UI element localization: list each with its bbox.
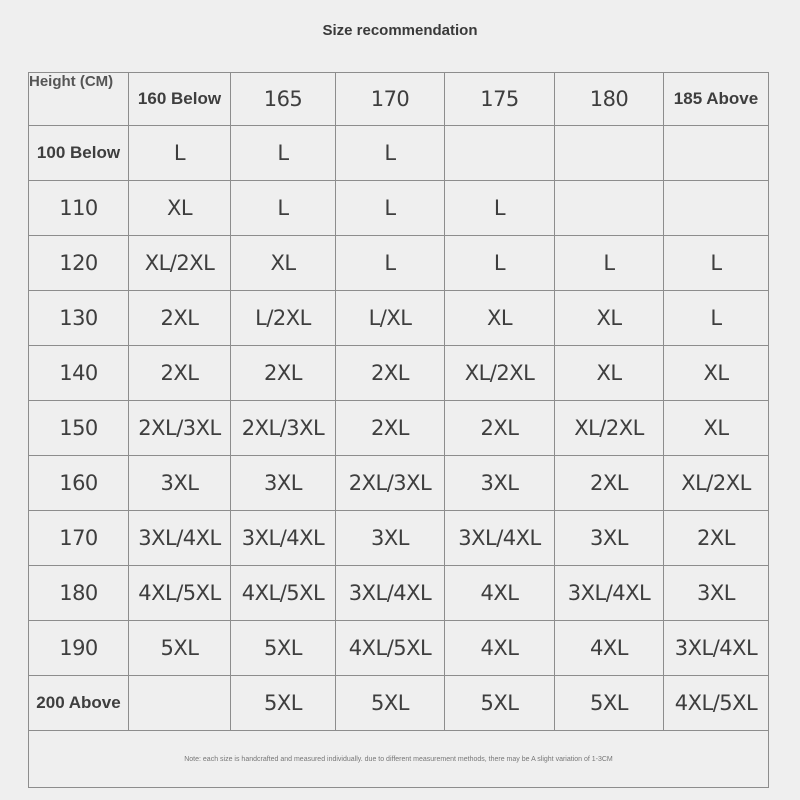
table-body (29, 126, 769, 788)
table-row (29, 621, 769, 676)
size-cell: 2XL (445, 401, 555, 456)
size-cell: 3XL (555, 511, 664, 566)
size-cell: 3XL/4XL (336, 566, 445, 621)
note-row (29, 731, 769, 788)
table-row (29, 401, 769, 456)
size-cell: L (129, 126, 231, 181)
size-cell: XL (129, 181, 231, 236)
size-cell: 2XL (336, 346, 445, 401)
size-cell: 3XL (129, 456, 231, 511)
size-cell: L (336, 126, 445, 181)
size-cell: 3XL/4XL (129, 511, 231, 566)
row-header: 130 (29, 291, 129, 346)
size-cell: 4XL (445, 566, 555, 621)
column-header: 165 (231, 73, 336, 126)
size-cell: XL/2XL (129, 236, 231, 291)
column-header: 175 (445, 73, 555, 126)
table-row (29, 511, 769, 566)
size-cell (664, 181, 769, 236)
column-header: 170 (336, 73, 445, 126)
size-cell: L/2XL (231, 291, 336, 346)
row-header: 170 (29, 511, 129, 566)
size-cell: 4XL (445, 621, 555, 676)
size-cell: XL (445, 291, 555, 346)
size-cell: 3XL/4XL (555, 566, 664, 621)
size-cell: 3XL (336, 511, 445, 566)
size-cell: XL (664, 346, 769, 401)
size-cell (445, 126, 555, 181)
page-title: Size recommendation (322, 22, 478, 39)
size-cell: XL/2XL (555, 401, 664, 456)
size-cell (129, 676, 231, 731)
size-cell: XL/2XL (664, 456, 769, 511)
corner-cell (29, 73, 129, 126)
size-cell (555, 126, 664, 181)
size-cell: 2XL/3XL (336, 456, 445, 511)
size-cell: 2XL (555, 456, 664, 511)
size-cell: 3XL/4XL (231, 511, 336, 566)
size-cell: 5XL (231, 621, 336, 676)
size-cell: L (664, 236, 769, 291)
height-axis-label: Height (CM) (29, 73, 114, 90)
size-cell: L (555, 236, 664, 291)
size-cell (664, 126, 769, 181)
size-table (28, 72, 769, 788)
row-header: 160 (29, 456, 129, 511)
size-cell: 2XL (664, 511, 769, 566)
column-header: 185 Above (664, 73, 769, 126)
size-cell: L (231, 126, 336, 181)
size-cell: 2XL (336, 401, 445, 456)
size-cell: 4XL/5XL (336, 621, 445, 676)
table-row (29, 566, 769, 621)
table-row (29, 181, 769, 236)
size-cell: L (445, 181, 555, 236)
size-cell: XL (664, 401, 769, 456)
size-cell: 2XL (231, 346, 336, 401)
size-cell: 3XL (231, 456, 336, 511)
header-row (29, 73, 769, 126)
size-cell: L (336, 181, 445, 236)
size-cell: 2XL/3XL (129, 401, 231, 456)
size-cell: L/XL (336, 291, 445, 346)
row-header: 200 Above (29, 676, 129, 731)
row-header: 120 (29, 236, 129, 291)
size-cell: 3XL/4XL (445, 511, 555, 566)
size-cell: 5XL (336, 676, 445, 731)
size-cell: 4XL/5XL (664, 676, 769, 731)
size-cell: XL/2XL (445, 346, 555, 401)
row-header: 110 (29, 181, 129, 236)
size-cell: 5XL (231, 676, 336, 731)
row-header: 180 (29, 566, 129, 621)
size-cell: L (336, 236, 445, 291)
table-row (29, 126, 769, 181)
size-cell: L (445, 236, 555, 291)
size-cell: 2XL/3XL (231, 401, 336, 456)
size-cell: XL (555, 346, 664, 401)
size-cell (555, 181, 664, 236)
row-header: 150 (29, 401, 129, 456)
size-cell: XL (231, 236, 336, 291)
size-cell: 2XL (129, 346, 231, 401)
size-cell: 3XL (445, 456, 555, 511)
table-row (29, 291, 769, 346)
column-header: 160 Below (129, 73, 231, 126)
size-cell: 2XL (129, 291, 231, 346)
table-row (29, 346, 769, 401)
size-cell: 3XL (664, 566, 769, 621)
size-cell: 4XL/5XL (231, 566, 336, 621)
table-row (29, 236, 769, 291)
size-cell: 5XL (445, 676, 555, 731)
column-header: 180 (555, 73, 664, 126)
size-cell: L (231, 181, 336, 236)
table-row (29, 676, 769, 731)
row-header: 140 (29, 346, 129, 401)
measurement-note: Note: each size is handcrafted and measured individually. due to different measurement methods, there may be A slight variation of 1-3CM (29, 731, 769, 788)
size-cell: 4XL/5XL (129, 566, 231, 621)
size-cell: L (664, 291, 769, 346)
row-header: 100 Below (29, 126, 129, 181)
size-cell: 3XL/4XL (664, 621, 769, 676)
size-cell: XL (555, 291, 664, 346)
row-header: 190 (29, 621, 129, 676)
size-cell: 4XL (555, 621, 664, 676)
size-cell: 5XL (555, 676, 664, 731)
size-cell: 5XL (129, 621, 231, 676)
table-row (29, 456, 769, 511)
